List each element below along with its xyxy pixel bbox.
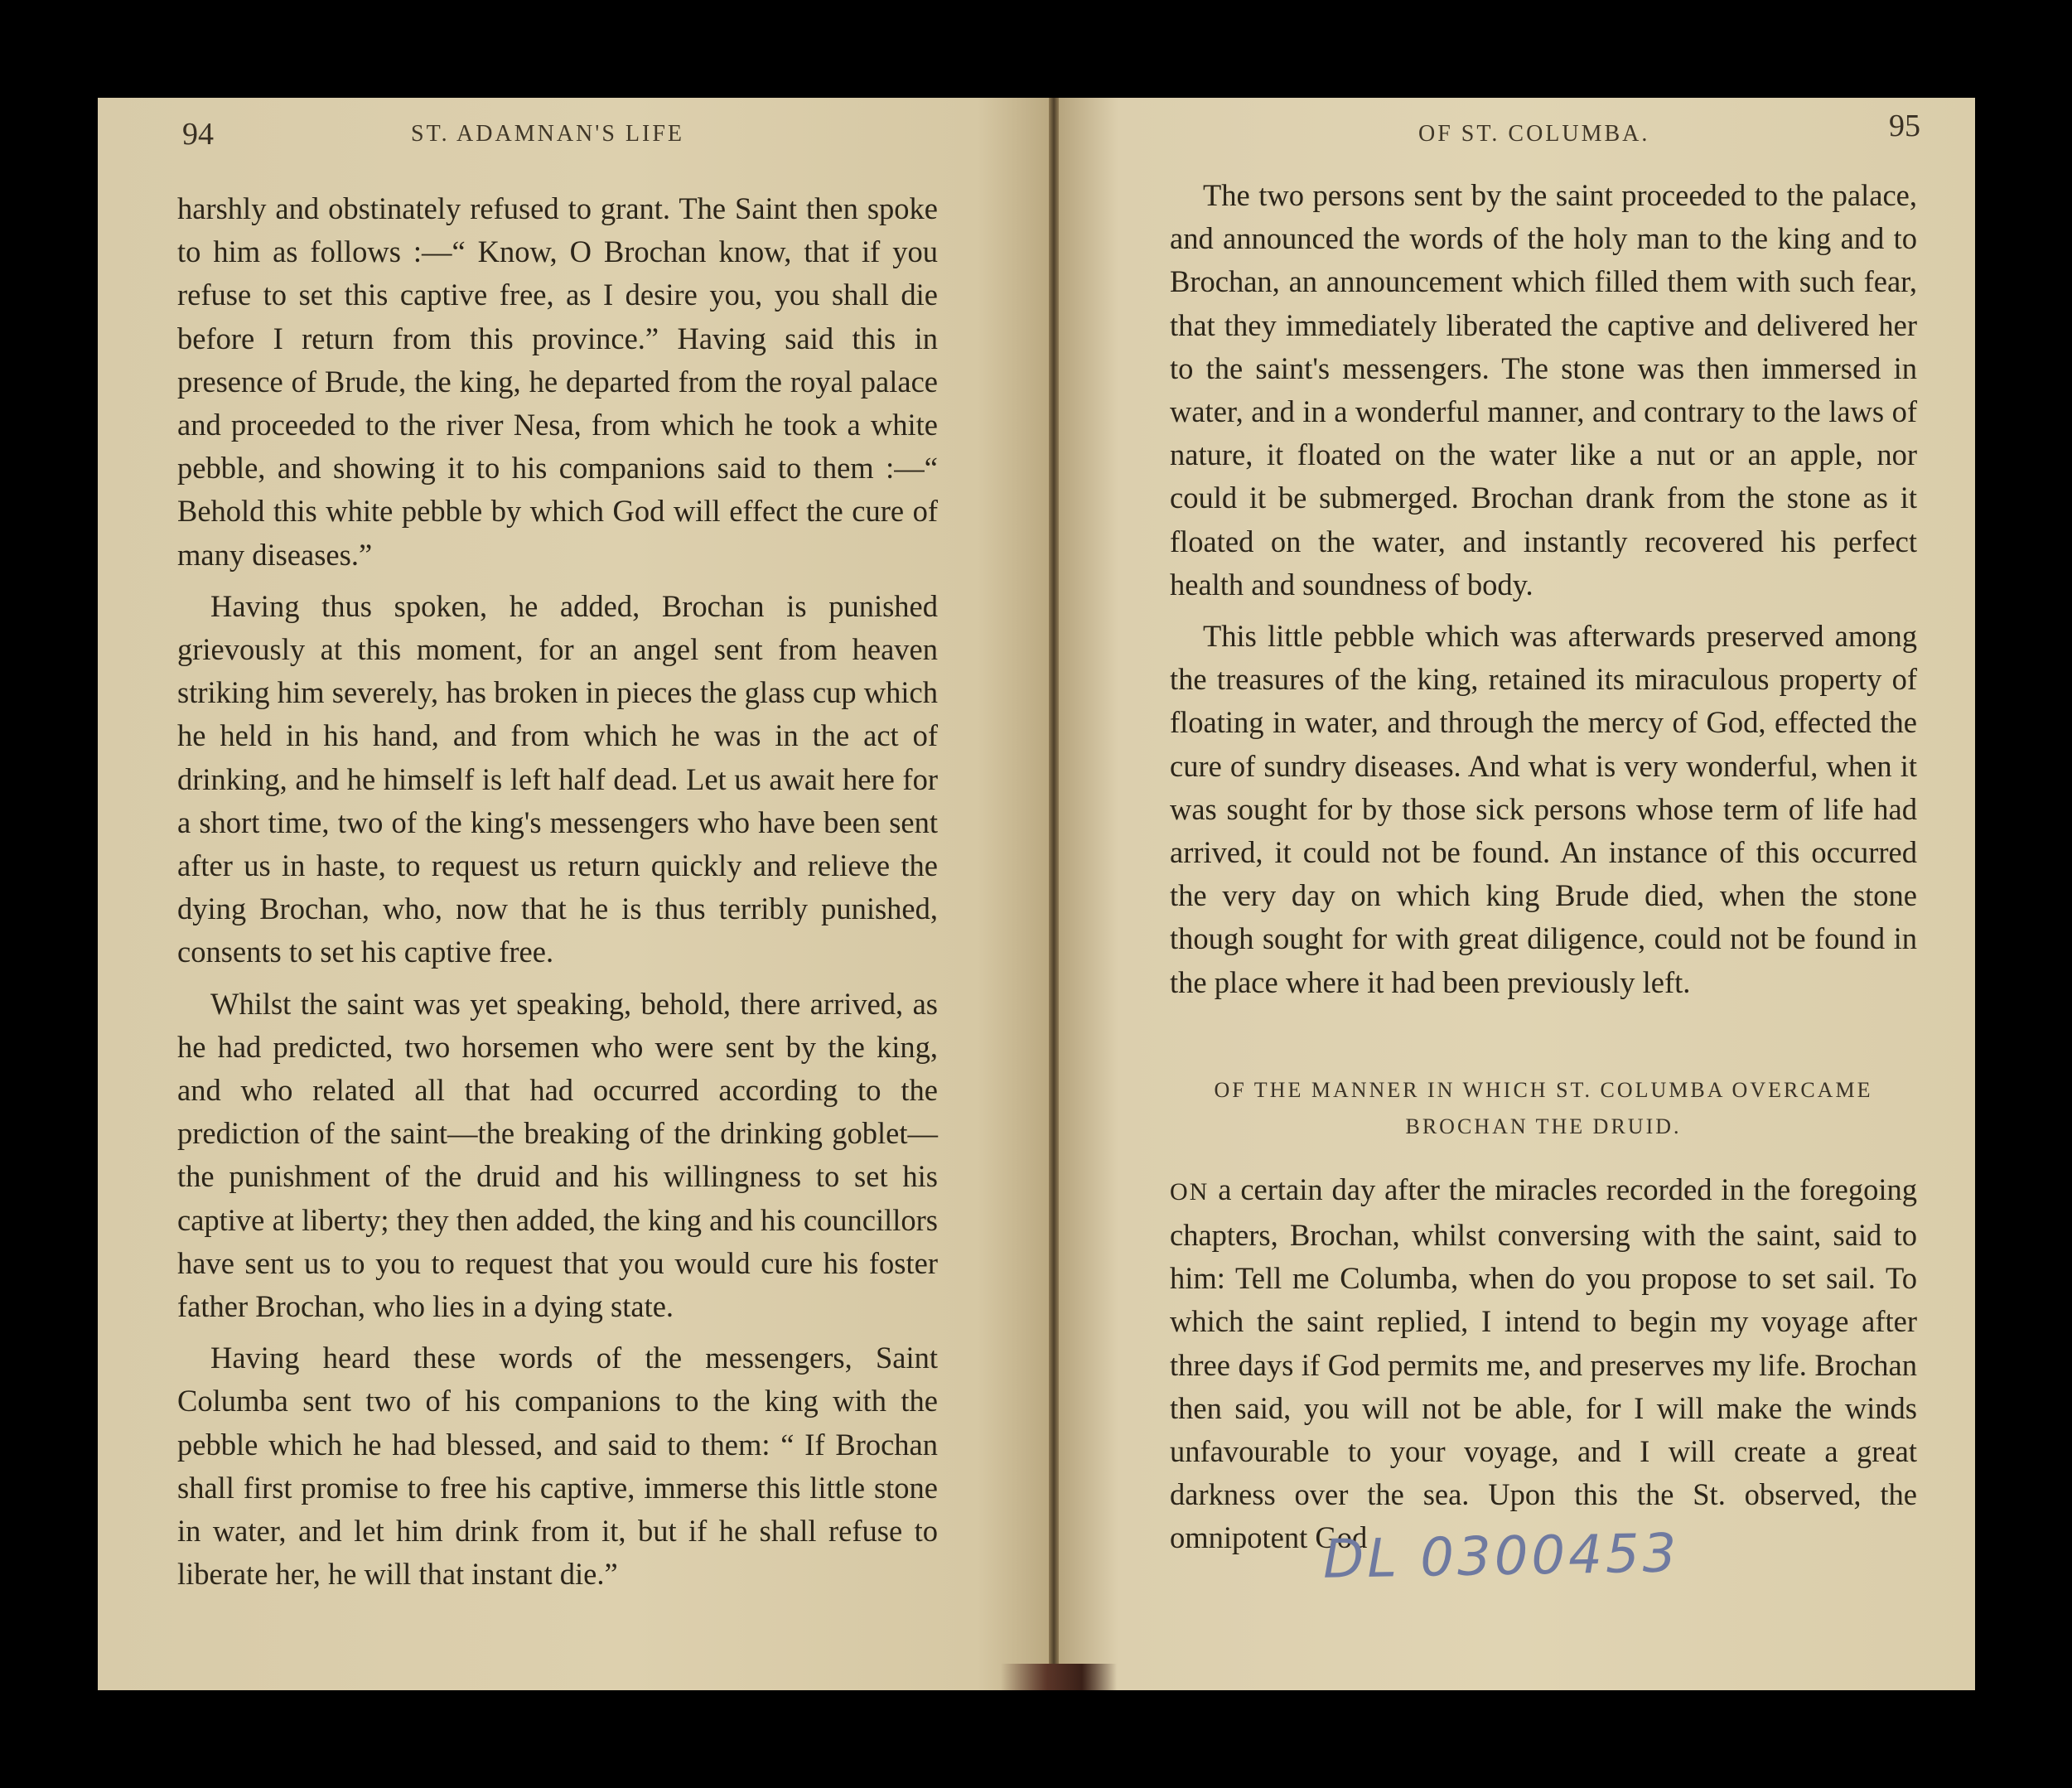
library-stamp-handwriting: DL 0300453	[1322, 1523, 1680, 1591]
paragraph: This little pebble which was afterwards preserved among the treasures of the king, retained its miraculous property of floating in water, and through the mercy of God, effected the cure of sundry diseases. And what is very wonderful, when it was sought for by those sick persons whose term of life had arrived, it could not be found. An instance of this occurred the very day on which king Brude died, when the stone though sought for with great diligence, could not be found in the place where it had been previously left.	[1170, 619, 1917, 999]
paragraph: Whilst the saint was yet speaking, behold, there arrived, as he had predicted, two horsemen who were sent by the king, and who related all that had occurred according to the prediction of the saint—the breaking of the drinking goblet—the punishment of the druid and his willingness to set his captive at liberty; they then added, the king and his councillors have sent us to you to request that you would cure his foster father Brochan, who lies in a dying state.	[177, 986, 938, 1324]
right-body-text	[1170, 174, 1917, 1560]
binding-edge	[1001, 1664, 1117, 1690]
chapter-heading: OF THE MANNER IN WHICH ST. COLUMBA OVERCAME BROCHAN THE DRUID.	[1214, 1077, 1873, 1138]
book-spread	[98, 98, 1975, 1690]
chapter-paragraph	[1170, 1168, 1917, 1560]
left-body-text	[177, 187, 938, 1597]
paragraph: Having thus spoken, he added, Brochan is punished grievously at this moment, for an angel sent from heaven striking him severely, has broken in pieces the glass cup which he held in his hand, and from which he was in the act of drinking, and he himself is left half dead. Let us await here for a short time, two of the king's messengers who have been sent after us in haste, to request us return quickly and relieve the dying Brochan, who, now that he is thus terribly punished, consents to set his captive free.	[177, 588, 938, 969]
chapter-text: a certain day after the miracles recorded in the foregoing chapters, Brochan, whilst conversing with the saint, said to him: Tell me Columba, when do you propose to set sail. To which the saint replied, I intend to begin my voyage after three days if God permits me, and preserves my life. Brochan then said, you will not be able, for I will make the winds unfavourable to your voyage, and I will create a great darkness over the sea. Upon this the St. observed, the omnipotent God	[1170, 1172, 1918, 1555]
page-number-right: 95	[1889, 109, 1920, 143]
book-gutter	[1049, 98, 1059, 1690]
left-page	[98, 98, 1054, 1690]
running-head-left: ST. ADAMNAN'S LIFE	[411, 121, 684, 147]
chapter-initial: ON	[1170, 1177, 1210, 1206]
running-head-right: OF ST. COLUMBA.	[1418, 121, 1650, 147]
paragraph: harshly and obstinately refused to grant. The Saint then spoke to him as follows :—“ Know, O Brochan know, that if you refuse to set this captive free, as I desire you, you shall die before I return from this province.” Having said this in presence of Brude, the king, he departed from the royal palace and proceeded to the river Nesa, from which he took a white pebble, and showing it to his companions said to them :—“ Behold this white pebble by which God will effect the cure of many diseases.”	[177, 191, 938, 572]
paragraph: The two persons sent by the saint proceeded to the palace, and announced the words of the holy man to the king and to Brochan, an announcement which filled them with such fear, that they immediately liberated the captive and delivered her to the saint's messengers. The stone was then immersed in water, and in a wonderful manner, and contrary to the laws of nature, it floated on the water like a nut or an apple, nor could it be submerged. Brochan drank from the stone as it floated on the water, and instantly recovered his perfect health and soundness of body.	[1170, 178, 1917, 602]
page-number-left: 94	[182, 117, 214, 152]
paragraph: Having heard these words of the messengers, Saint Columba sent two of his companions to the king with the pebble which he had blessed, and said to them: “ If Brochan shall first promise to free his captive, immerse this little stone in water, and let him drink from it, but if he shall refuse to liberate her, he will that instant die.”	[177, 1341, 938, 1592]
right-page	[1054, 98, 1975, 1690]
